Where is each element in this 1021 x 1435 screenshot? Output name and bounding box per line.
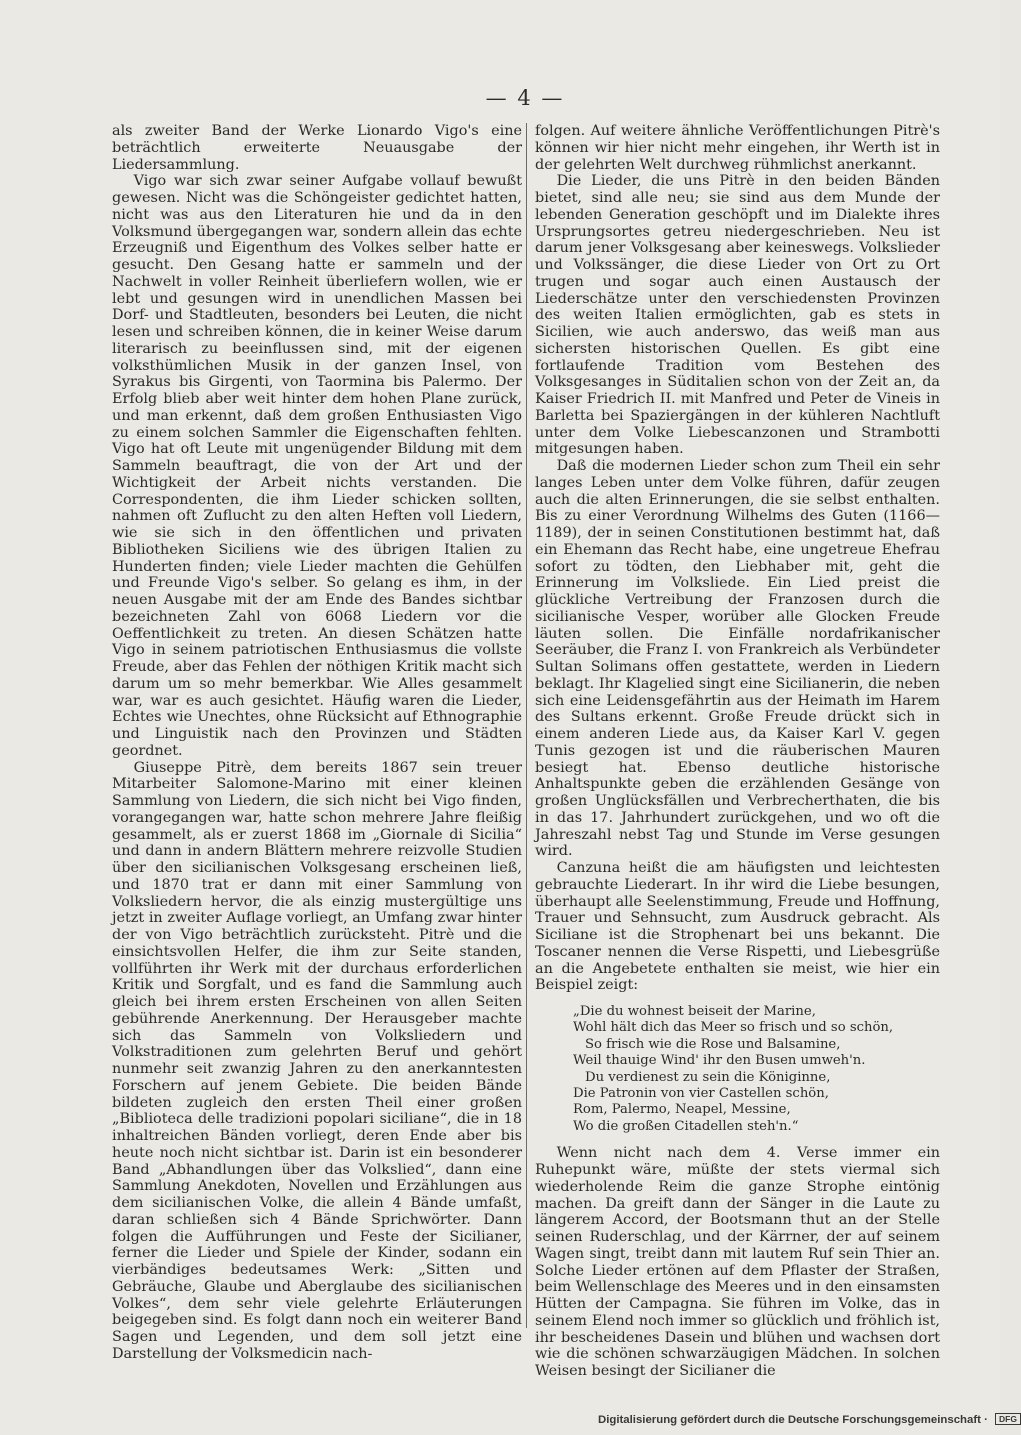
- poem-line: Weil thauige Wind' ihr den Busen umweh'n.: [573, 1053, 866, 1069]
- poem-line: So frisch wie die Rose und Balsamine,: [585, 1036, 841, 1052]
- paragraph: Die Lieder, die uns Pitrè in den beiden Bänden bietet, sind alle neu; sie sind aus dem Munde der lebenden Generation geschöpft und im Dialekte ihres Ursprungsortes getreu niedergeschrieben. Neu ist darum jener Volksgesang aber keineswegs. Volkslieder und Volkssänger, die diese Lieder von Ort zu Ort trugen und sogar auch einen Austausch der Liederschätze unter den verschiedensten Provinzen des weiten Italien ermöglichten, gab es stets in Sicilien, wie auch anderswo, das weiß man aus sichersten historischen Quellen. Es gibt eine fortlaufende Tradition vom Bestehen des Volksgesanges in Süditalien schon von der Zeit an, da Kaiser Friedrich II. mit Manfred und Peter de Vineis in Barletta bei Spaziergängen in der kühleren Nachtluft unter dem Volke Liebescanzonen und Strambotti mitgesungen haben.: [535, 173, 940, 458]
- poem-line: Rom, Palermo, Neapel, Messine,: [573, 1102, 791, 1118]
- digitization-footer: [598, 1413, 1017, 1426]
- page-number: — 4 —: [485, 86, 565, 110]
- paragraph: Wenn nicht nach dem 4. Verse immer ein Ruhepunkt wäre, müßte der stets viermal sich wiederholende Reim die ganze Strophe eintönig machen. Da greift dann der Sänger in die Laute zu längerem Accord, der Bootsmann thut an der Stelle seinen Ruderschlag, und der Kärrner, der auf seinem Wagen singt, treibt dann mit lautem Ruf sein Thier an. Solche Lieder ertönen auf dem Pflaster der Straßen, beim Wellenschlage des Meeres und in den einsamsten Hütten der Campagna. Sie führen im Volke, das in seinem Elend noch immer so glücklich und fröhlich ist, ihr bescheidenes Dasein und blühen und wachsen dort wie die schönen schwarzäugigen Mädchen. In solchen Weisen besingt der Sicilianer die: [535, 1145, 940, 1379]
- right-column: [535, 123, 940, 1380]
- paragraph: Vigo war sich zwar seiner Aufgabe vollauf bewußt gewesen. Nicht was die Schöngeister gedichtet hatten, nicht was aus den Literaturen hie und da in den Volksmund übergegangen war, sondern allein das echte Erzeugniß und Eigenthum des Volkes selber hatte er gesucht. Den Gesang hatte er sammeln und der Nachwelt in voller Reinheit überliefern wollen, wie er lebt und gesungen wird in unendlichen Massen bei Dorf- und Stadtleuten, besonders bei Leuten, die nicht lesen und schreiben können, die in keiner Weise darum literarisch zu beeinflussen sind, mit der eigenen volksthümlichen Musik in der ganzen Insel, von Syrakus bis Girgenti, von Taormina bis Palermo. Der Erfolg blieb aber weit hinter dem hohen Plane zurück, und man erkennt, daß dem großen Enthusiasten Vigo zu einem solchen Sammler die Eigenschaften fehlten. Vigo hat oft Leute mit ungenügender Bildung mit dem Sammeln beauftragt, die von der Art und der Wichtigkeit der Arbeit nichts verstanden. Die Correspondenten, die ihm Lieder schicken sollten, nahmen oft Zuflucht zu den alten Heften voll Liedern, wie sie sich in den öffentlichen und privaten Bibliotheken Siciliens wie des übrigen Italien zu Hunderten finden; viele Lieder machten die Gehülfen und Freunde Vigo's selber. So gelang es ihm, in der neuen Ausgabe mit der am Ende des Bandes sichtbar bezeichneten Zahl von 6068 Liedern vor die Oeffentlichkeit zu treten. An diesen Schätzen hatte Vigo in seinem patriotischen Enthusiasmus die vollste Freude, aber das Fehlen der nöthigen Kritik macht sich darum um so mehr bemerkbar. Wie Alles gesammelt war, war es auch gesichtet. Häufig waren die Lieder, Echtes wie Unechtes, ohne Rücksicht auf Ethnographie und Linguistik nach den Provinzen und Städten geordnet.: [112, 173, 522, 759]
- poem-line: „Die du wohnest beiseit der Marine,: [573, 1004, 816, 1019]
- column-divider: [526, 123, 527, 1328]
- paragraph: Daß die modernen Lieder schon zum Theil ein sehr langes Leben unter dem Volke führen, dafür zeugen auch die alten Erinnerungen, die sie selbst enthalten. Bis zu einer Verordnung Wilhelms des Guten (1166—1189), der in seinen Constitutionen bestimmt hat, daß ein Ehemann das Recht habe, eine ungetreue Ehefrau sofort zu tödten, den Liebhaber mit, geht die Erinnerung im Volksliede. Ein Lied preist die glückliche Vertreibung der Franzosen durch die sicilianische Vesper, worüber alle Glocken Freude läuten sollen. Die Einfälle nordafrikanischer Seeräuber, die Franz I. von Frankreich als Verbündeter Sultan Solimans offen gestattete, werden in Liedern beklagt. Ihr Klagelied singt eine Sicilianerin, die neben sich eine Leidensgefährtin aus der Heimath im Harem des Sultans erkennt. Große Freude drückt sich in einem anderen Liede aus, da Kaiser Karl V. gegen Tunis gezogen ist und die räuberischen Mauren besiegt hat. Ebenso deutliche historische Anhaltspunkte geben die erzählenden Gesänge von großen Unglücksfällen und Verbrecherthaten, die bis in das 17. Jahrhundert zurückgehen, und wo oft die Jahreszahl nebst Tag und Stunde im Verse gesungen wird.: [535, 458, 940, 860]
- footer-text: Digitalisierung gefördert durch die Deutsche Forschungsgemeinschaft ·: [598, 1414, 988, 1426]
- paragraph: folgen. Auf weitere ähnliche Veröffentlichungen Pitrè's können wir hier nicht mehr eingehen, ihr Werth ist in der gelehrten Welt durchweg rühmlichst anerkannt.: [535, 123, 940, 173]
- poem-line: Wohl hält dich das Meer so frisch und so schön,: [573, 1020, 894, 1036]
- poem: [573, 1004, 940, 1135]
- poem-line: Die Patronin von vier Castellen schön,: [573, 1086, 829, 1102]
- left-column: [112, 123, 522, 1363]
- poem-line: Du verdienest zu sein die Königinne,: [585, 1069, 831, 1085]
- poem-line: Wo die großen Citadellen steh'n.“: [573, 1118, 799, 1134]
- paragraph: Canzuna heißt die am häufigsten und leichtesten gebrauchte Liederart. In ihr wird die Liebe besungen, überhaupt alle Seelenstimmung, Freude und Hoffnung, Trauer und Sehnsucht, zum Ausdruck gebracht. Als Siciliane ist die Strophenart bei uns bekannt. Die Toscaner nennen die Verse Rispetti, und Liebesgrüße an die Angebetete enthalten sie meist, wie hier ein Beispiel zeigt:: [535, 860, 940, 994]
- paragraph: Giuseppe Pitrè, dem bereits 1867 sein treuer Mitarbeiter Salomone-Marino mit einer kleinen Sammlung von Liedern, die sich nicht bei Vigo finden, vorangegangen war, hatte schon mehrere Jahre fleißig gesammelt, als er zuerst 1868 im „Giornale di Sicilia“ und dann in andern Blättern mehrere reizvolle Studien über den sicilianischen Volksgesang erscheinen ließ, und 1870 trat er dann mit einer Sammlung von Volksliedern hervor, die als einzig mustergültige uns jetzt in zweiter Auflage vorliegt, an Umfang zwar hinter der von Vigo beträchtlich zurücksteht. Pitrè und die einsichtsvollen Helfer, die ihm zur Seite standen, vollführten ihr Werk mit der durchaus erforderlichen Kritik und Sorgfalt, und es fand die Sammlung auch gleich bei ihrem ersten Erscheinen von allen Seiten gebührende Anerkennung. Der Herausgeber machte sich das Sammeln von Volksliedern und Volkstraditionen zum gelehrten Beruf und gehört nunmehr seit zwanzig Jahren zu den anerkanntesten Forschern auf jenem Gebiete. Die beiden Bände bildeten zugleich den ersten Theil einer großen „Biblioteca delle tradizioni popolari siciliane“, die in 18 inhaltreichen Bänden vorliegt, deren Ende aber bis heute noch nicht sichtbar ist. Darin ist ein besonderer Band „Abhandlungen über das Volkslied“, dann eine Sammlung Anekdoten, Novellen und Erzählungen aus dem sicilianischen Volke, die allein 4 Bände umfaßt, daran schließen sich 4 Bände Sprichwörter. Dann folgen die Aufführungen und Feste der Sicilianer, ferner die Lieder und Spiele der Kinder, sodann ein vierbändiges bedeutsames Werk: „Sitten und Gebräuche, Glaube und Aberglaube des sicilianischen Volkes“, dem sehr viele gelehrte Erläuterungen beigegeben sind. Es folgt dann noch ein weiterer Band Sagen und Legenden, und dem soll jetzt eine Darstellung der Volksmedicin nach-: [112, 759, 522, 1362]
- paragraph: als zweiter Band der Werke Lionardo Vigo's eine beträchtlich erweiterte Neuausgabe der Liedersammlung.: [112, 123, 522, 173]
- dfg-logo: DFG: [995, 1413, 1021, 1425]
